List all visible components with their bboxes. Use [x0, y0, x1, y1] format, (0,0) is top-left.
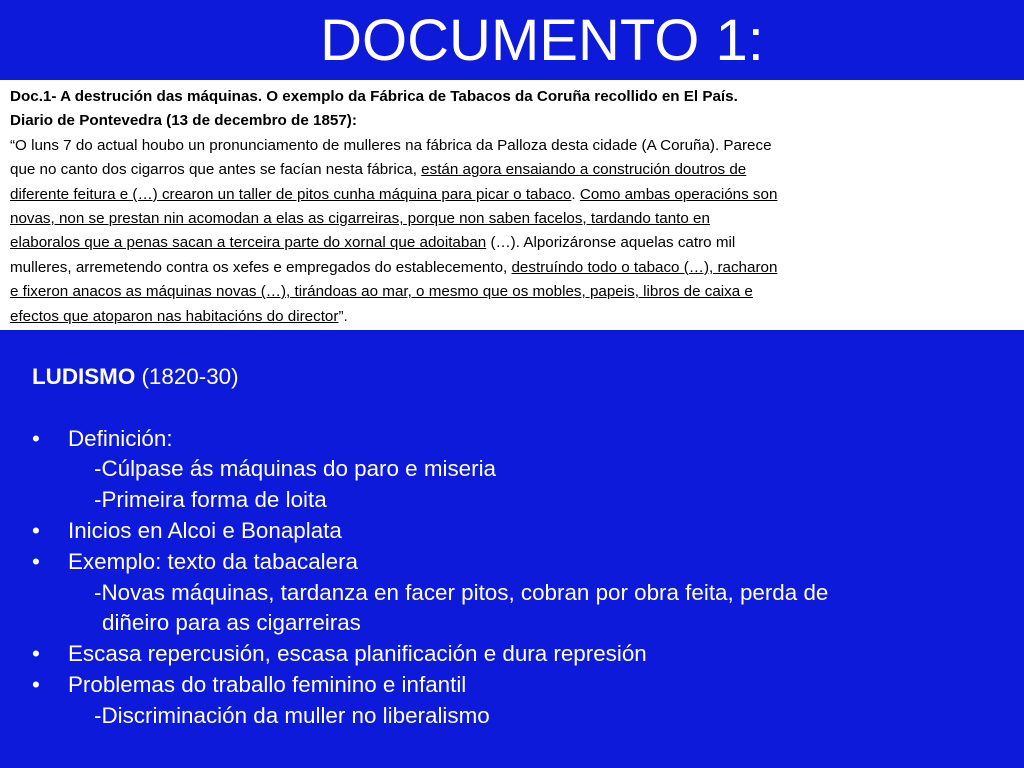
sub-item: -Discriminación da muller no liberalismo [94, 702, 490, 728]
bullet-item [32, 670, 992, 701]
underlined-text: destruíndo todo o tabaco (…), racharon [511, 258, 778, 276]
document-heading-line-2: Diario de Pontevedra (13 de decembro de 1857): [10, 112, 357, 130]
plain-text: . [571, 185, 580, 203]
underlined-text: elaboralos que a penas sacan a terceira parte do xornal que adoitaban [10, 234, 487, 252]
document-line-9 [10, 280, 1016, 304]
bullet-dot: • [32, 641, 40, 667]
document-line-7 [10, 231, 1016, 255]
spacer [32, 393, 992, 424]
plain-text: mulleres, arremetendo contra os xefes e empregados do establecemento, [10, 258, 512, 276]
heading-rest: (1820-30) [135, 364, 239, 389]
bullet-text: Problemas do traballo feminino e infantil [68, 671, 467, 697]
bullet-item [32, 639, 992, 670]
bullet-dot: • [32, 671, 40, 697]
slide-title: DOCUMENTO 1: [320, 8, 764, 73]
bullet-dot: • [32, 425, 40, 451]
underlined-text: Como ambas operacións son [579, 185, 778, 203]
slide-content [32, 362, 992, 732]
heading-bold: LUDISMO [32, 364, 136, 389]
underlined-text: diferente feitura e (…) crearon un taller de pitos cunha máquina para picar o tabaco [10, 185, 572, 203]
document-line-4 [10, 158, 1016, 182]
underlined-text: novas, non se prestan nin acomodan a elas as cigarreiras, porque non saben facelos, tardando tanto en [10, 210, 710, 228]
bullet-dot: • [32, 548, 40, 574]
bullet-item [32, 516, 992, 547]
document-line-6 [10, 207, 1016, 231]
bullet-text: Inicios en Alcoi e Bonaplata [68, 517, 342, 543]
underlined-text: efectos que atoparon nas habitacións do director [10, 307, 339, 325]
plain-text: que no canto dos cigarros que antes se facían nesta fábrica, [10, 161, 422, 179]
plain-text: ”. [338, 307, 348, 325]
bullet-text: Escasa repercusión, escasa planificación e dura represión [68, 641, 647, 667]
sub-item: -Primeira forma de loita [94, 487, 327, 513]
bullet-item [32, 424, 992, 455]
document-line-3: “O luns 7 do actual houbo un pronunciamento de mulleres na fábrica da Palloza desta cidade (A Coruña). Parece [10, 136, 772, 154]
content-heading [32, 362, 992, 393]
bullet-dot: • [32, 517, 40, 543]
plain-text: (…). Alporizáronse aquelas catro mil [486, 234, 736, 252]
sub-item: -Novas máquinas, tardanza en facer pitos, cobran por obra feita, perda de [94, 579, 829, 605]
underlined-text: e fixeron anacos as máquinas novas (…), tirándoas ao mar, o mesmo que os mobles, papeis, libros de caixa e [10, 283, 753, 301]
document-line-10 [10, 305, 1016, 329]
sub-item-continued: diñeiro para as cigarreiras [102, 610, 361, 636]
bullet-text: Exemplo: texto da tabacalera [68, 548, 359, 574]
bullet-text: Definición: [68, 425, 173, 451]
document-text [10, 85, 1016, 329]
document-heading-line-1: Doc.1- A destrución das máquinas. O exemplo da Fábrica de Tabacos da Coruña recollido en El País. [10, 88, 738, 105]
bullet-item [32, 547, 992, 578]
underlined-text: están agora ensaiando a construción doutros de [421, 161, 747, 179]
sub-item: -Cúlpase ás máquinas do paro e miseria [94, 456, 496, 482]
document-line-5 [10, 183, 1016, 207]
document-line-8 [10, 256, 1016, 280]
